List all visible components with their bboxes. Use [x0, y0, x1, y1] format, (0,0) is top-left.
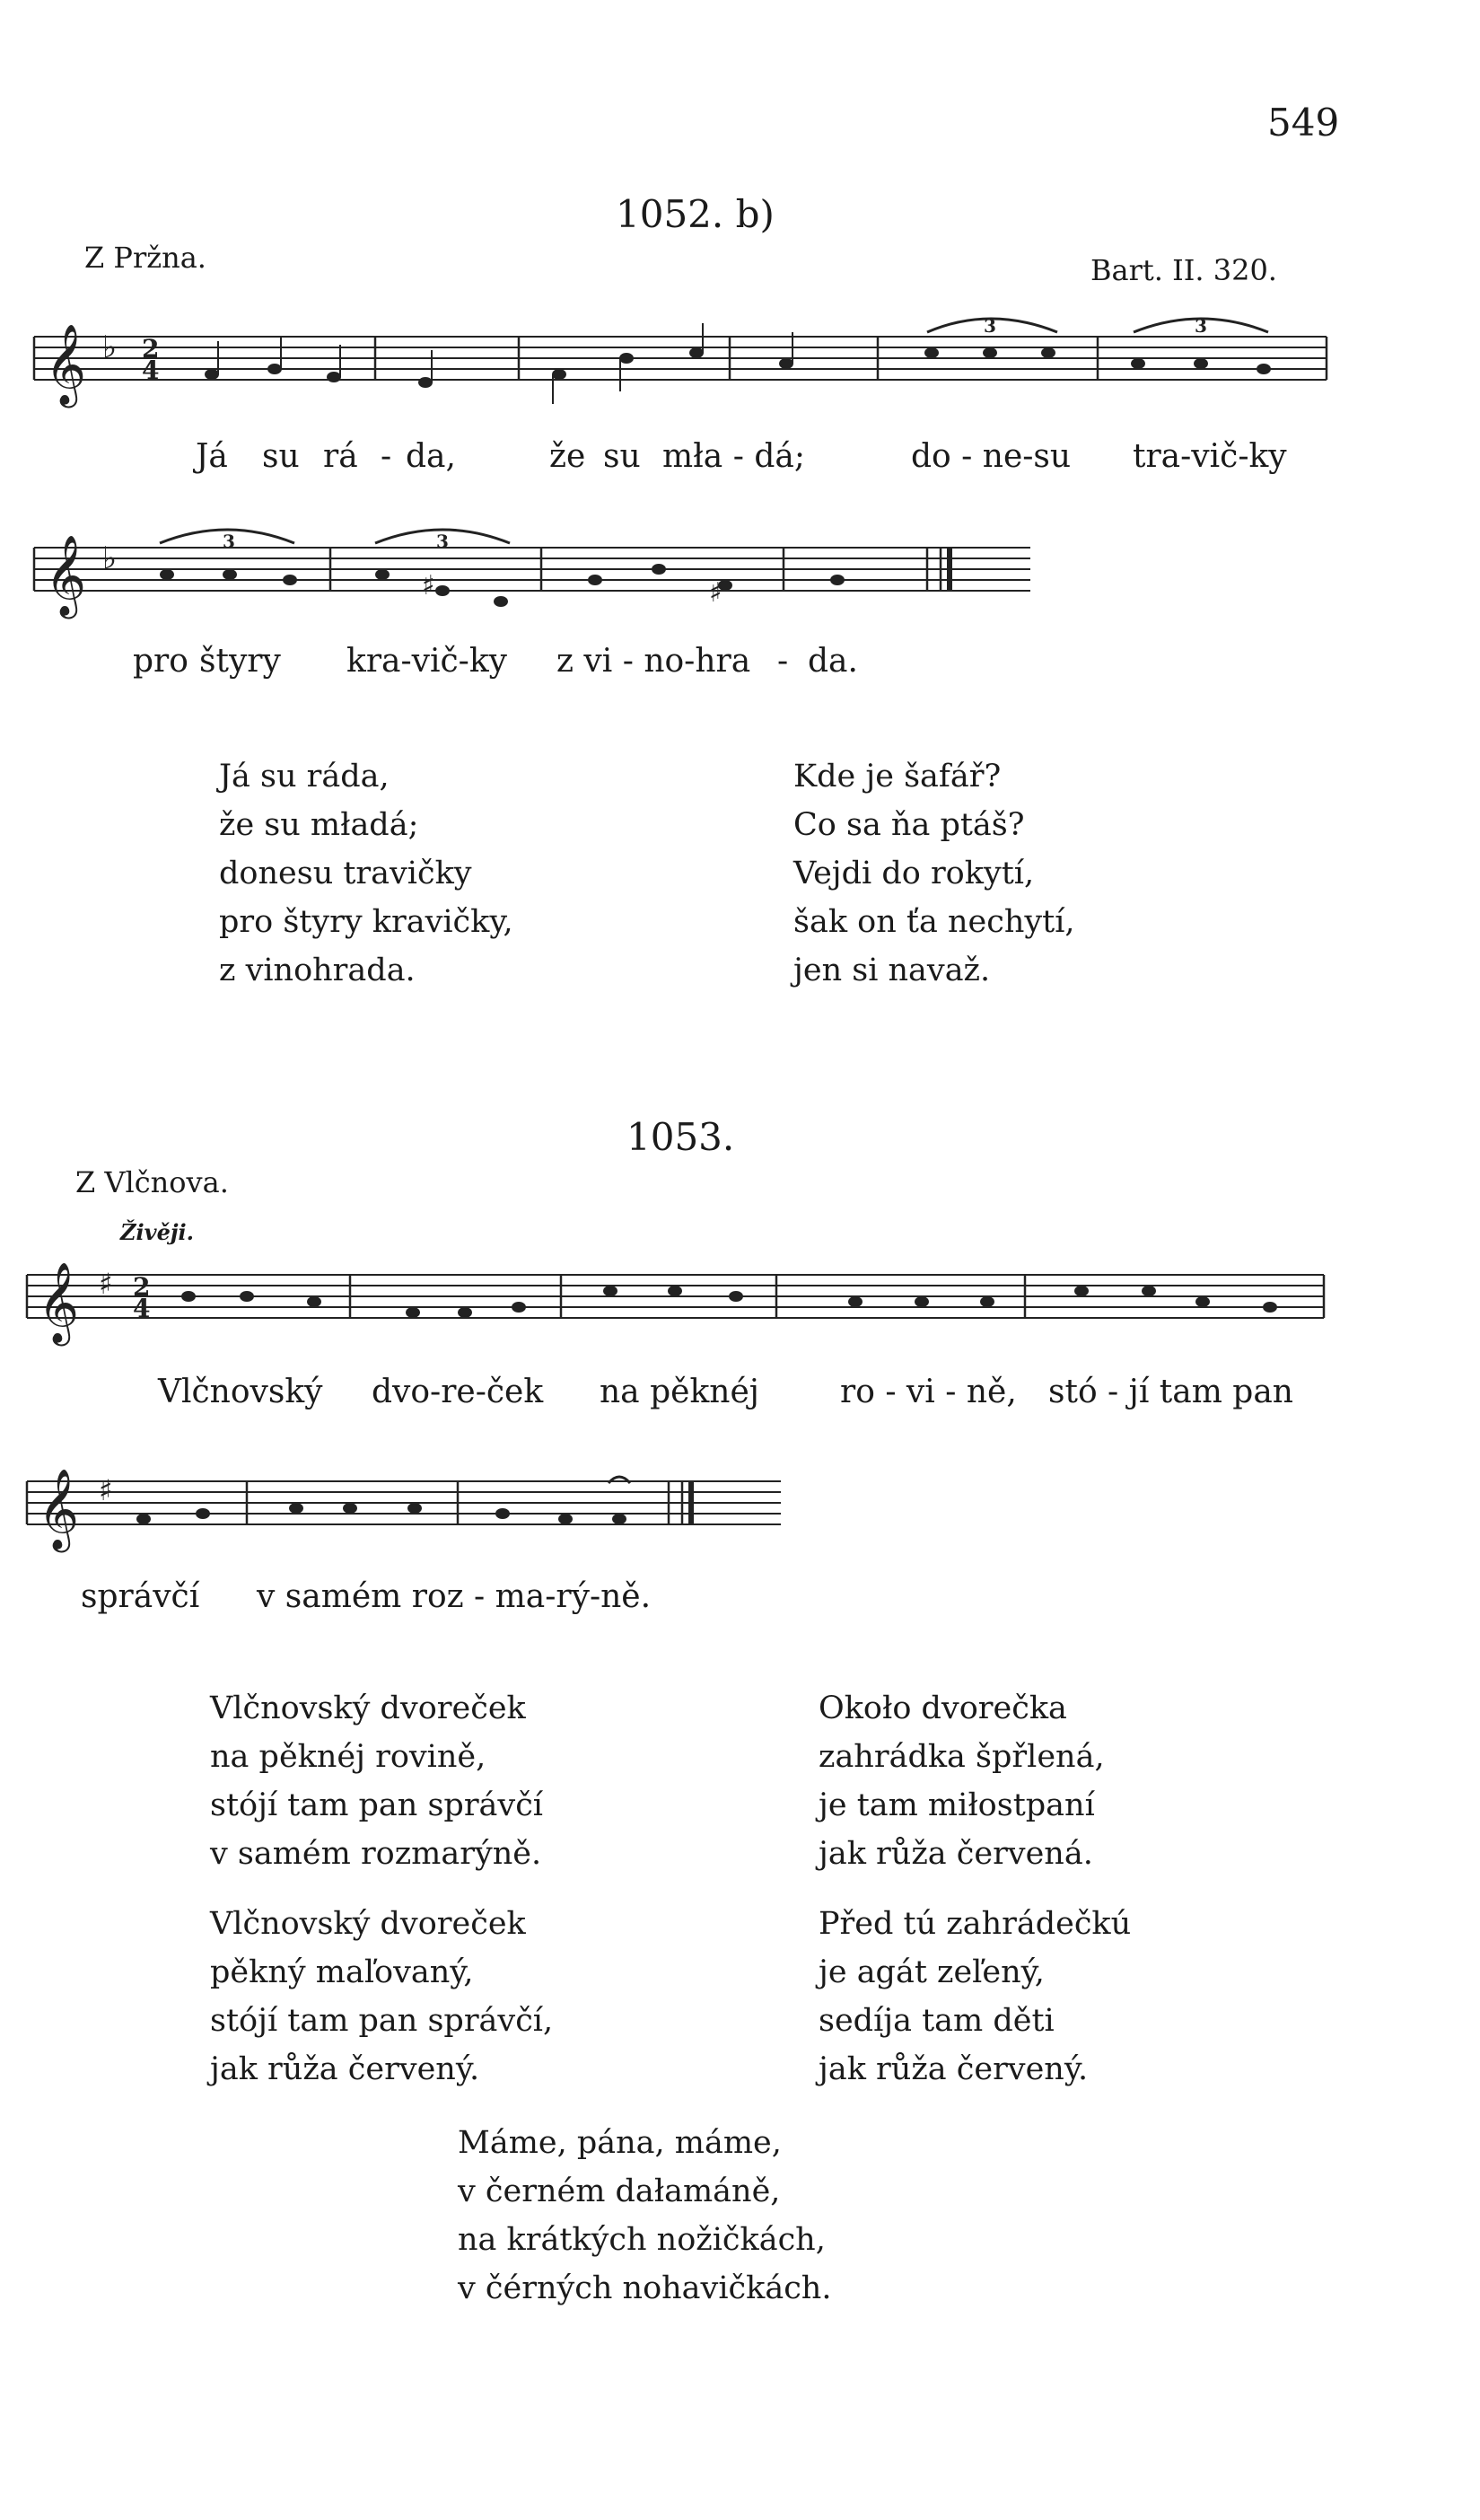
flat-icon: ♭	[102, 329, 118, 365]
song-origin: Z Pržna.	[84, 241, 206, 275]
time-signature-bottom: 4	[133, 1294, 151, 1323]
lyric-syllable: z vi - no-hra	[556, 643, 751, 680]
lyric-syllable: mła - dá;	[662, 438, 805, 475]
stanza-line: z vinohrada.	[219, 953, 416, 988]
lyric-syllable: ro - vi - ně,	[840, 1374, 1017, 1410]
time-signature-bottom: 4	[142, 356, 160, 385]
lyric-syllable: do - ne-su	[911, 438, 1072, 475]
stanza-line: Co sa ňa ptáš?	[793, 807, 1025, 843]
page-number: 549	[1267, 101, 1340, 145]
stanza-line: zahrádka špřlená,	[819, 1739, 1105, 1775]
stanza-line: Około dvorečka	[819, 1690, 1067, 1726]
lyric-syllable: na pěknéj	[600, 1374, 759, 1410]
flat-icon: ♭	[102, 540, 118, 576]
stanza-line: Před tú zahrádečkú	[819, 1906, 1132, 1942]
tempo-marking: Živěji.	[120, 1219, 195, 1245]
svg-text:3: 3	[223, 531, 235, 552]
stanza	[219, 752, 513, 995]
stanza-line: na pěknéj rovině,	[210, 1739, 486, 1775]
music-staff	[27, 1243, 1324, 1369]
treble-clef-icon: 𝄞	[45, 535, 87, 616]
lyric-syllable: tra-vič-ky	[1133, 438, 1287, 475]
stanza-line: donesu travičky	[219, 856, 472, 891]
stanza-line: Kde je šafář?	[793, 759, 1002, 795]
stanza-line: stójí tam pan správčí,	[210, 2003, 554, 2039]
notes	[182, 1286, 1276, 1317]
stanza-line: Máme, pána, máme,	[458, 2125, 782, 2161]
notes	[206, 323, 1270, 404]
music-staff	[27, 1445, 781, 1571]
lyric-syllable: v samém roz - ma-rý-ně.	[257, 1578, 652, 1615]
lyric-syllable: kra-vič-ky	[346, 643, 507, 680]
svg-text:3: 3	[984, 315, 996, 337]
svg-text:♯: ♯	[422, 570, 435, 601]
stanza-line: v černém dałamáně,	[458, 2173, 781, 2209]
lyric-syllable: dvo-re-ček	[372, 1374, 544, 1410]
stanza-line: sedíja tam děti	[819, 2003, 1055, 2039]
notes	[161, 565, 844, 606]
lyric-syllable: že	[549, 438, 586, 475]
song-origin: Z Vlčnova.	[75, 1165, 229, 1199]
stanza-line: Já su ráda,	[219, 759, 390, 795]
stanza	[210, 1684, 543, 1878]
stanza	[210, 1900, 553, 2094]
stanza-line: v čérných nohavičkách.	[458, 2270, 832, 2306]
lyric-syllable: da,	[406, 438, 456, 475]
lyric-syllable: -	[381, 438, 392, 475]
stanza-line: je agát zeľený,	[819, 1954, 1045, 1990]
stanza-line: stójí tam pan správčí	[210, 1787, 543, 1823]
stanza-line: jak růža červená.	[819, 1836, 1093, 1872]
stanza	[458, 2119, 831, 2313]
treble-clef-icon: 𝄞	[38, 1469, 80, 1550]
song-number: 1052. b)	[616, 192, 775, 236]
sharp-icon: ♯	[99, 1473, 113, 1507]
treble-clef-icon: 𝄞	[38, 1262, 80, 1343]
sharp-icon: ♯	[99, 1267, 113, 1301]
stanza-line: v samém rozmarýně.	[210, 1836, 542, 1872]
svg-text:♯: ♯	[709, 577, 722, 609]
music-staff	[34, 305, 1327, 431]
treble-clef-icon: 𝄞	[45, 324, 87, 405]
time-signature-top: 2	[142, 334, 160, 364]
lyric-syllable: Já	[196, 438, 228, 475]
music-staff	[34, 512, 1030, 637]
stanza	[819, 1900, 1131, 2094]
lyric-syllable: pro	[133, 643, 188, 680]
lyric-syllable: stó - jí tam pan	[1048, 1374, 1293, 1410]
svg-text:3: 3	[436, 531, 449, 552]
lyric-syllable: správčí	[81, 1578, 200, 1615]
stanza-line: Vlčnovský dvoreček	[210, 1690, 526, 1726]
stanza-line: je tam miłostpaní	[819, 1787, 1095, 1823]
lyric-syllable: Vlčnovský	[158, 1374, 323, 1410]
stanza-line: pro štyry kravičky,	[219, 904, 513, 940]
stanza-line: na krátkých nožičkách,	[458, 2222, 826, 2258]
stanza-line: šak on ťa nechytí,	[793, 904, 1075, 940]
lyric-syllable: da.	[808, 643, 858, 680]
svg-text:3: 3	[1195, 315, 1207, 337]
song-reference: Bart. II. 320.	[1090, 253, 1277, 287]
stanza-line: jak růža červený.	[819, 2051, 1089, 2087]
stanza	[793, 752, 1075, 995]
lyric-syllable: štyry	[199, 643, 281, 680]
stanza-line: že su mładá;	[219, 807, 419, 843]
lyric-syllable: -	[777, 643, 789, 680]
stanza-line: jak růža červený.	[210, 2051, 480, 2087]
stanza-line: Vejdi do rokytí,	[793, 856, 1035, 891]
stanza-line: pěkný maľovaný,	[210, 1954, 474, 1990]
time-signature-top: 2	[133, 1272, 151, 1302]
lyric-syllable: rá	[323, 438, 358, 475]
stanza-line: jen si navaž.	[793, 953, 991, 988]
staff-lines	[34, 548, 1030, 591]
staff-lines	[34, 337, 1327, 380]
staff-lines	[27, 1275, 1324, 1318]
stanza-line: Vlčnovský dvoreček	[210, 1906, 526, 1942]
lyric-syllable: su	[603, 438, 641, 475]
stanza	[819, 1684, 1105, 1878]
song-number: 1053.	[626, 1115, 735, 1159]
lyric-syllable: su	[262, 438, 300, 475]
